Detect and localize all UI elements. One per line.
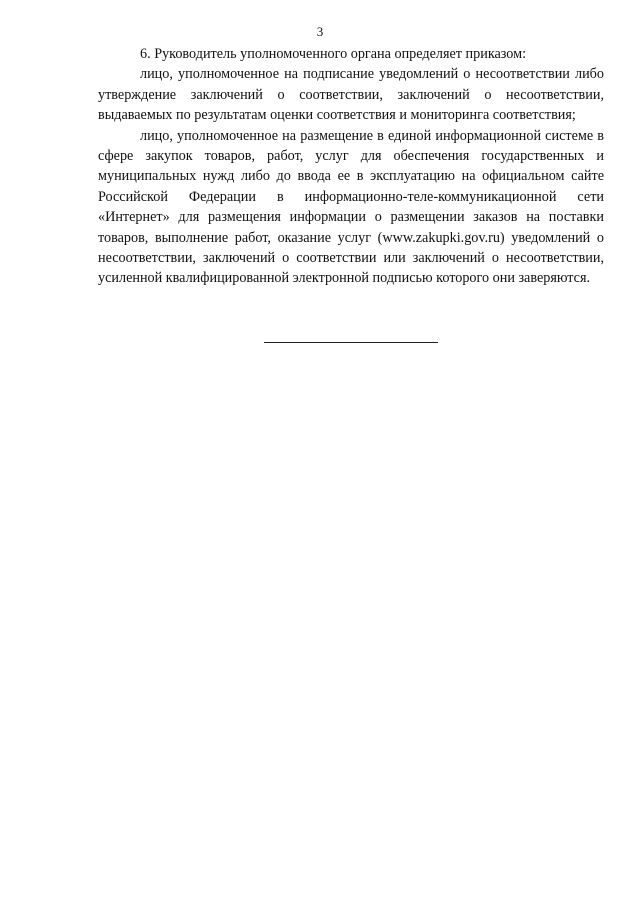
end-divider-line — [264, 342, 438, 343]
paragraph-publisher: лицо, уполномоченное на размещение в единой информационной системе в сфере закупок товаров, работ, услуг для обеспечения государственных и муниципальных нужд либо до ввода ее в эксплуатацию на официальном сайте Российской Федерации в информационно-теле-коммуникационной сети «Интернет» для размещения информации о размещении заказов на поставки товаров, выполнение работ, оказание услуг (www.zakupki.gov.ru) уведомлений о несоответствии, заключений о соответствии или заключений о несоответствии, усиленной квалифицированной электронной подписью которого они заверяются. — [98, 127, 604, 287]
paragraph-signatory: лицо, уполномоченное на подписание уведомлений о несоответствии либо утверждение заключений о соответствии, заключений о несоответствии, выдаваемых по результатам оценки соответствия и мониторинга соответствия; — [98, 66, 604, 124]
page-number: 3 — [316, 24, 324, 39]
paragraph-item-6: 6. Руководитель уполномоченного органа определяет приказом: — [140, 46, 527, 62]
document-body — [98, 44, 604, 289]
